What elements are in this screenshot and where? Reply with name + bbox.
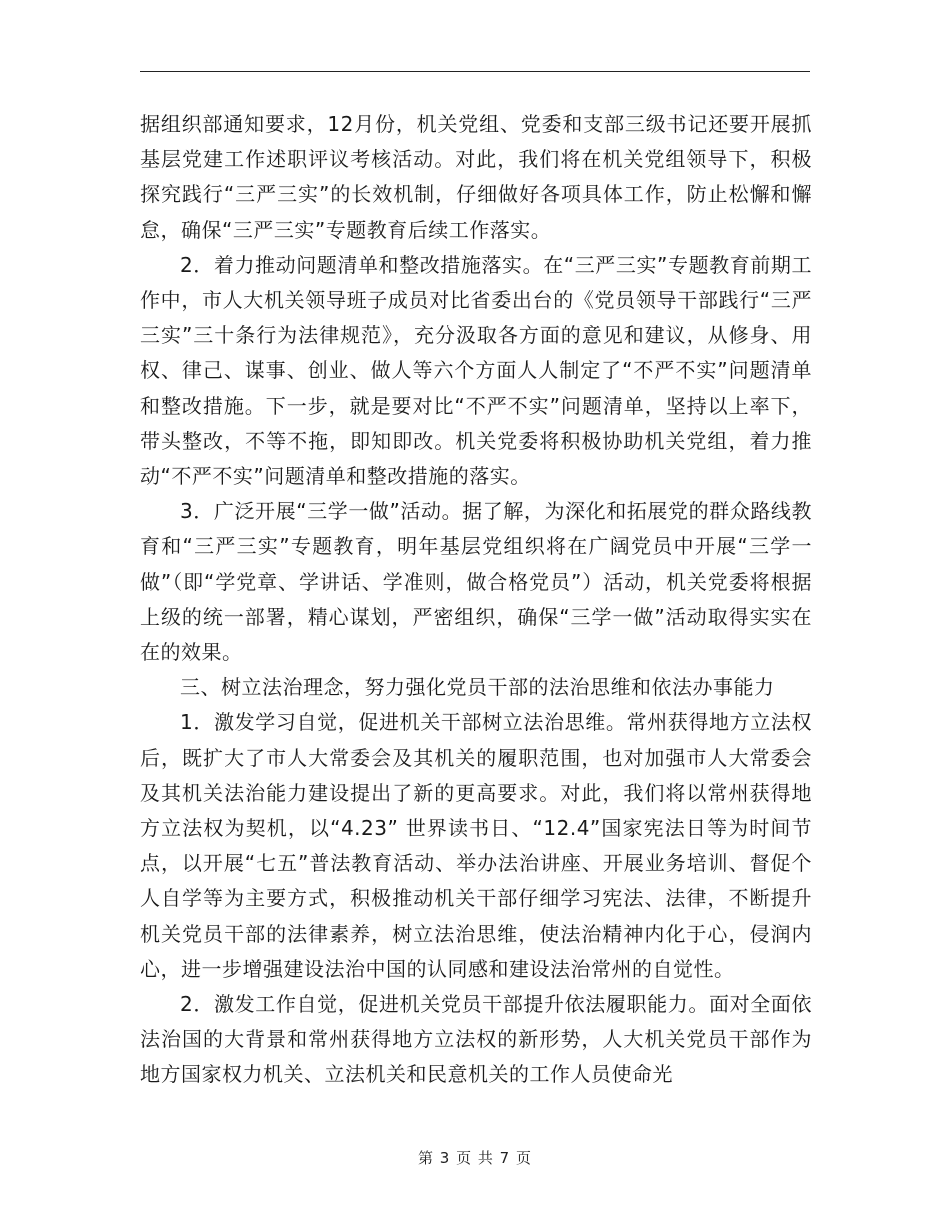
paragraph-continuation: 据组织部通知要求，12月份，机关党组、党委和支部三级书记还要开展抓基层党建工作述职评议考核活动。对此，我们将在机关党组领导下，积极探究践行“三严三实”的长效机制，仔细做好各项具体工作，防止松懈和懈怠，确保“三严三实”专题教育后续工作落实。 xyxy=(140,112,812,242)
paragraph-item-3-san-xue-yi-zuo: 3．广泛开展“三学一做”活动。据了解，为深化和拓展党的群众路线教育和“三严三实”专题教育，明年基层党组织将在广阔党员中开展“三学一做”（即“学党章、学讲话、学准则，做合格党员”）活动，机关党委将根据上级的统一部署，精心谋划，严密组织，确保“三学一做”活动取得实实在在的效果。 xyxy=(140,499,812,665)
body-text xyxy=(140,107,812,1093)
paragraph-item-2-problem-list: 2．着力推动问题清单和整改措施落实。在“三严三实”专题教育前期工作中，市人大机关领导班子成员对比省委出台的《党员领导干部践行“三严三实”三十条行为法律规范》，充分汲取各方面的意见和建议，从修身、用权、律己、谋事、创业、做人等六个方面人人制定了“不严不实”问题清单和整改措施。下一步，就是要对比“不严不实”问题清单，坚持以上率下，带头整改，不等不拖，即知即改。机关党委将积极协助机关党组，着力推动“不严不实”问题清单和整改措施的落实。 xyxy=(140,252,812,489)
section-heading-three: 三、树立法治理念，努力强化党员干部的法治思维和依法办事能力 xyxy=(180,675,775,700)
paragraph-item-2-legal-capacity: 2．激发工作自觉，促进机关党员干部提升依法履职能力。面对全面依法治国的大背景和常州获得地方立法权的新形势，人大机关党员干部作为地方国家权力机关、立法机关和民意机关的工作人员使命光 xyxy=(140,992,812,1087)
paragraph-item-1-legal-thinking: 1．激发学习自觉，促进机关干部树立法治思维。常州获得地方立法权后，既扩大了市人大常委会及其机关的履职范围，也对加强市人大常委会及其机关法治能力建设提出了新的更高要求。对此，我们将以常州获得地方立法权为契机，以“4.23” 世界读书日、“12.4”国家宪法日等为时间节点，以开展“七五”普法教育活动、举办法治讲座、开展业务培训、督促个人自学等为主要方式，积极推动机关干部仔细学习宪法、法律，不断提升机关党员干部的法律素养，树立法治思维，使法治精神内化于心，侵润内心，进一步增强建设法治中国的认同感和建设法治常州的自觉性。 xyxy=(140,710,812,981)
page-footer: 第 3 页 共 7 页 xyxy=(418,1149,532,1167)
header-rule xyxy=(140,71,810,72)
